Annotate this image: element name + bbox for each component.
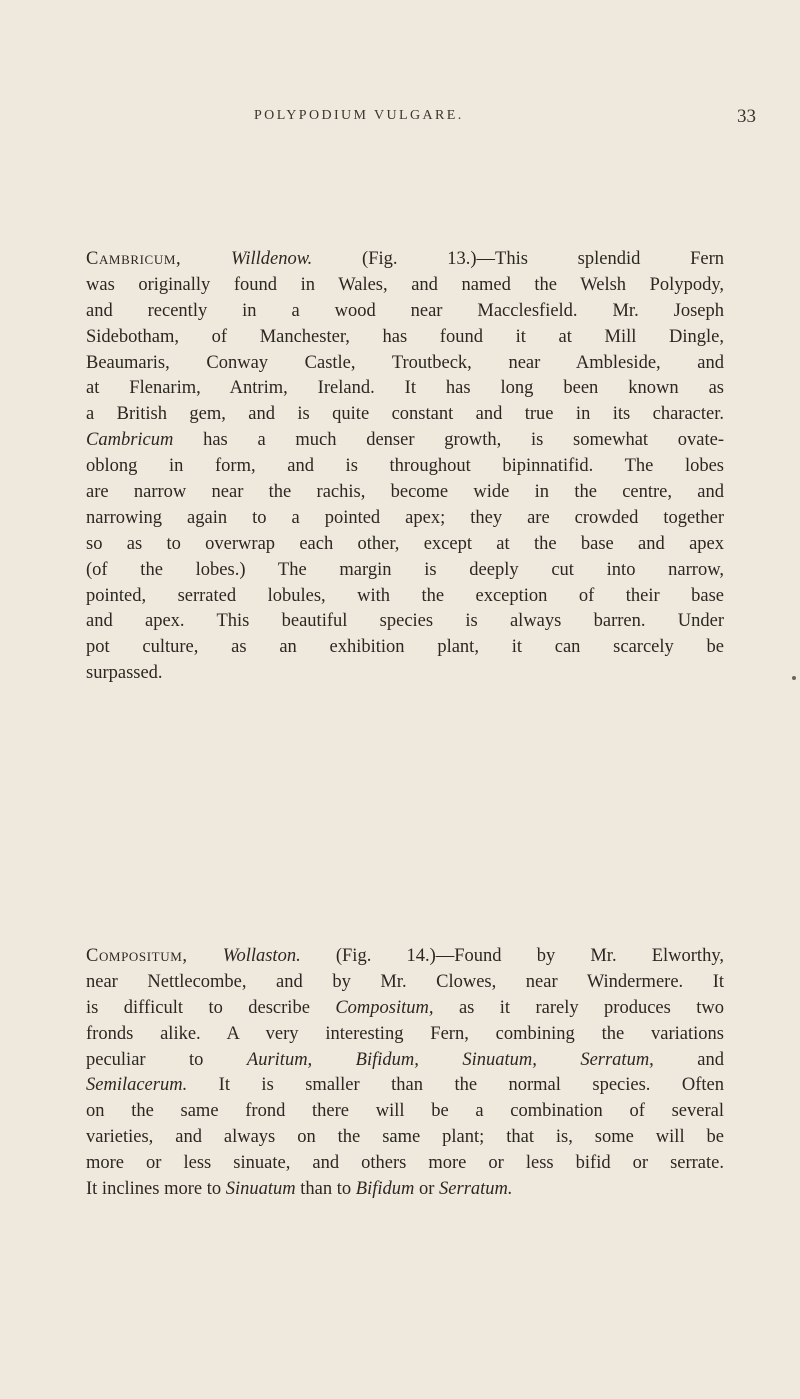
text-run [188,946,223,966]
text-line [86,273,724,299]
text-run: narrowing again to a pointed apex; they are crowded together [86,507,724,528]
text-run: peculiar to [86,1049,247,1070]
text-line [86,1177,724,1203]
text-line [86,376,724,402]
text-run: and recently in a wood near Macclesfield. Mr. Joseph [86,300,724,321]
italic-term: Compositum, [335,997,434,1018]
text-run: as it rarely produces two [433,997,725,1018]
text-run: a British gem, and is quite constant and true in its character. [86,404,724,425]
italic-term: Auritum, Bifidum, Sinuatum, Serratum, [246,1049,654,1070]
margin-mark [792,676,796,680]
text-run: are narrow near the rachis, become wide in the centre, and [86,482,724,503]
text-line [86,247,724,273]
text-line [86,944,724,970]
text-run: at Flenarim, Antrim, Ireland. It has long been known as [86,378,724,399]
italic-term: Sinuatum [225,1179,296,1200]
text-line [86,661,724,687]
text-run: pot culture, as an exhibition plant, it can scarcely be [86,637,724,658]
text-line [86,428,724,454]
text-run: and [653,1049,724,1070]
text-line [86,506,724,532]
text-run: It inclines more to [86,1179,226,1200]
text-line [86,325,724,351]
text-line [86,970,724,996]
text-line [86,1151,724,1177]
text-run: more or less sinuate, and others more or less bifid or serrate. [86,1153,724,1174]
text-run: pointed, serrated lobules, with the exception of their base [86,585,724,606]
text-line [86,584,724,610]
text-line [86,532,724,558]
italic-term: Semilacerum. [86,1075,188,1096]
text-line [86,480,724,506]
text-run: on the same frond there will be a combination of several [86,1101,724,1122]
entry-compositum [86,944,724,1203]
text-line [86,1099,724,1125]
entry-cambricum [86,247,724,687]
text-line [86,609,724,635]
text-run: was originally found in Wales, and named the Welsh Polypody, [86,274,724,295]
text-run: (Fig. 13.)—This splendid Fern [312,249,724,269]
text-line [86,402,724,428]
text-run: surpassed. [86,663,163,684]
text-run: Beaumaris, Conway Castle, Troutbeck, near Ambleside, and [86,352,724,373]
text-line [86,1125,724,1151]
text-run: It is smaller than the normal species. Often [187,1075,724,1096]
text-line [86,1048,724,1074]
text-run: so as to overwrap each other, except at the base and apex [86,533,724,554]
text-run: near Nettlecombe, and by Mr. Clowes, near Windermere. It [86,971,724,992]
text-run: is difficult to describe [86,997,336,1018]
text-run: Sidebotham, of Manchester, has found it at Mill Dingle, [86,326,724,347]
text-run: or [414,1179,440,1200]
italic-term: Serratum. [439,1179,513,1200]
entry-heading: Cambricum, [86,249,182,269]
text-run: and apex. This beautiful species is always barren. Under [86,611,724,632]
text-run: oblong in form, and is throughout bipinnatifid. The lobes [86,456,724,477]
text-line [86,454,724,480]
text-line [86,351,724,377]
entry-heading: Compositum, [86,946,188,966]
text-run [181,249,231,269]
text-line [86,1073,724,1099]
text-run: varieties, and always on the same plant; that is, some will be [86,1127,724,1148]
italic-term: Wollaston. [222,946,301,966]
text-line [86,299,724,325]
text-run: fronds alike. A very interesting Fern, combining the variations [86,1023,724,1044]
running-title: POLYPODIUM VULGARE. [254,108,464,123]
italic-term: Bifidum [355,1179,415,1200]
running-head [0,108,800,132]
text-line [86,996,724,1022]
italic-term: Cambricum [86,430,174,451]
text-run: than to [295,1179,356,1200]
text-line [86,1022,724,1048]
italic-term: Willdenow. [230,249,313,269]
text-line [86,635,724,661]
text-run: (of the lobes.) The margin is deeply cut into narrow, [86,559,724,580]
page-number: 33 [737,106,756,127]
text-run: has a much denser growth, is somewhat ovate- [173,430,724,451]
text-line [86,558,724,584]
text-run: (Fig. 14.)—Found by Mr. Elworthy, [300,946,724,966]
